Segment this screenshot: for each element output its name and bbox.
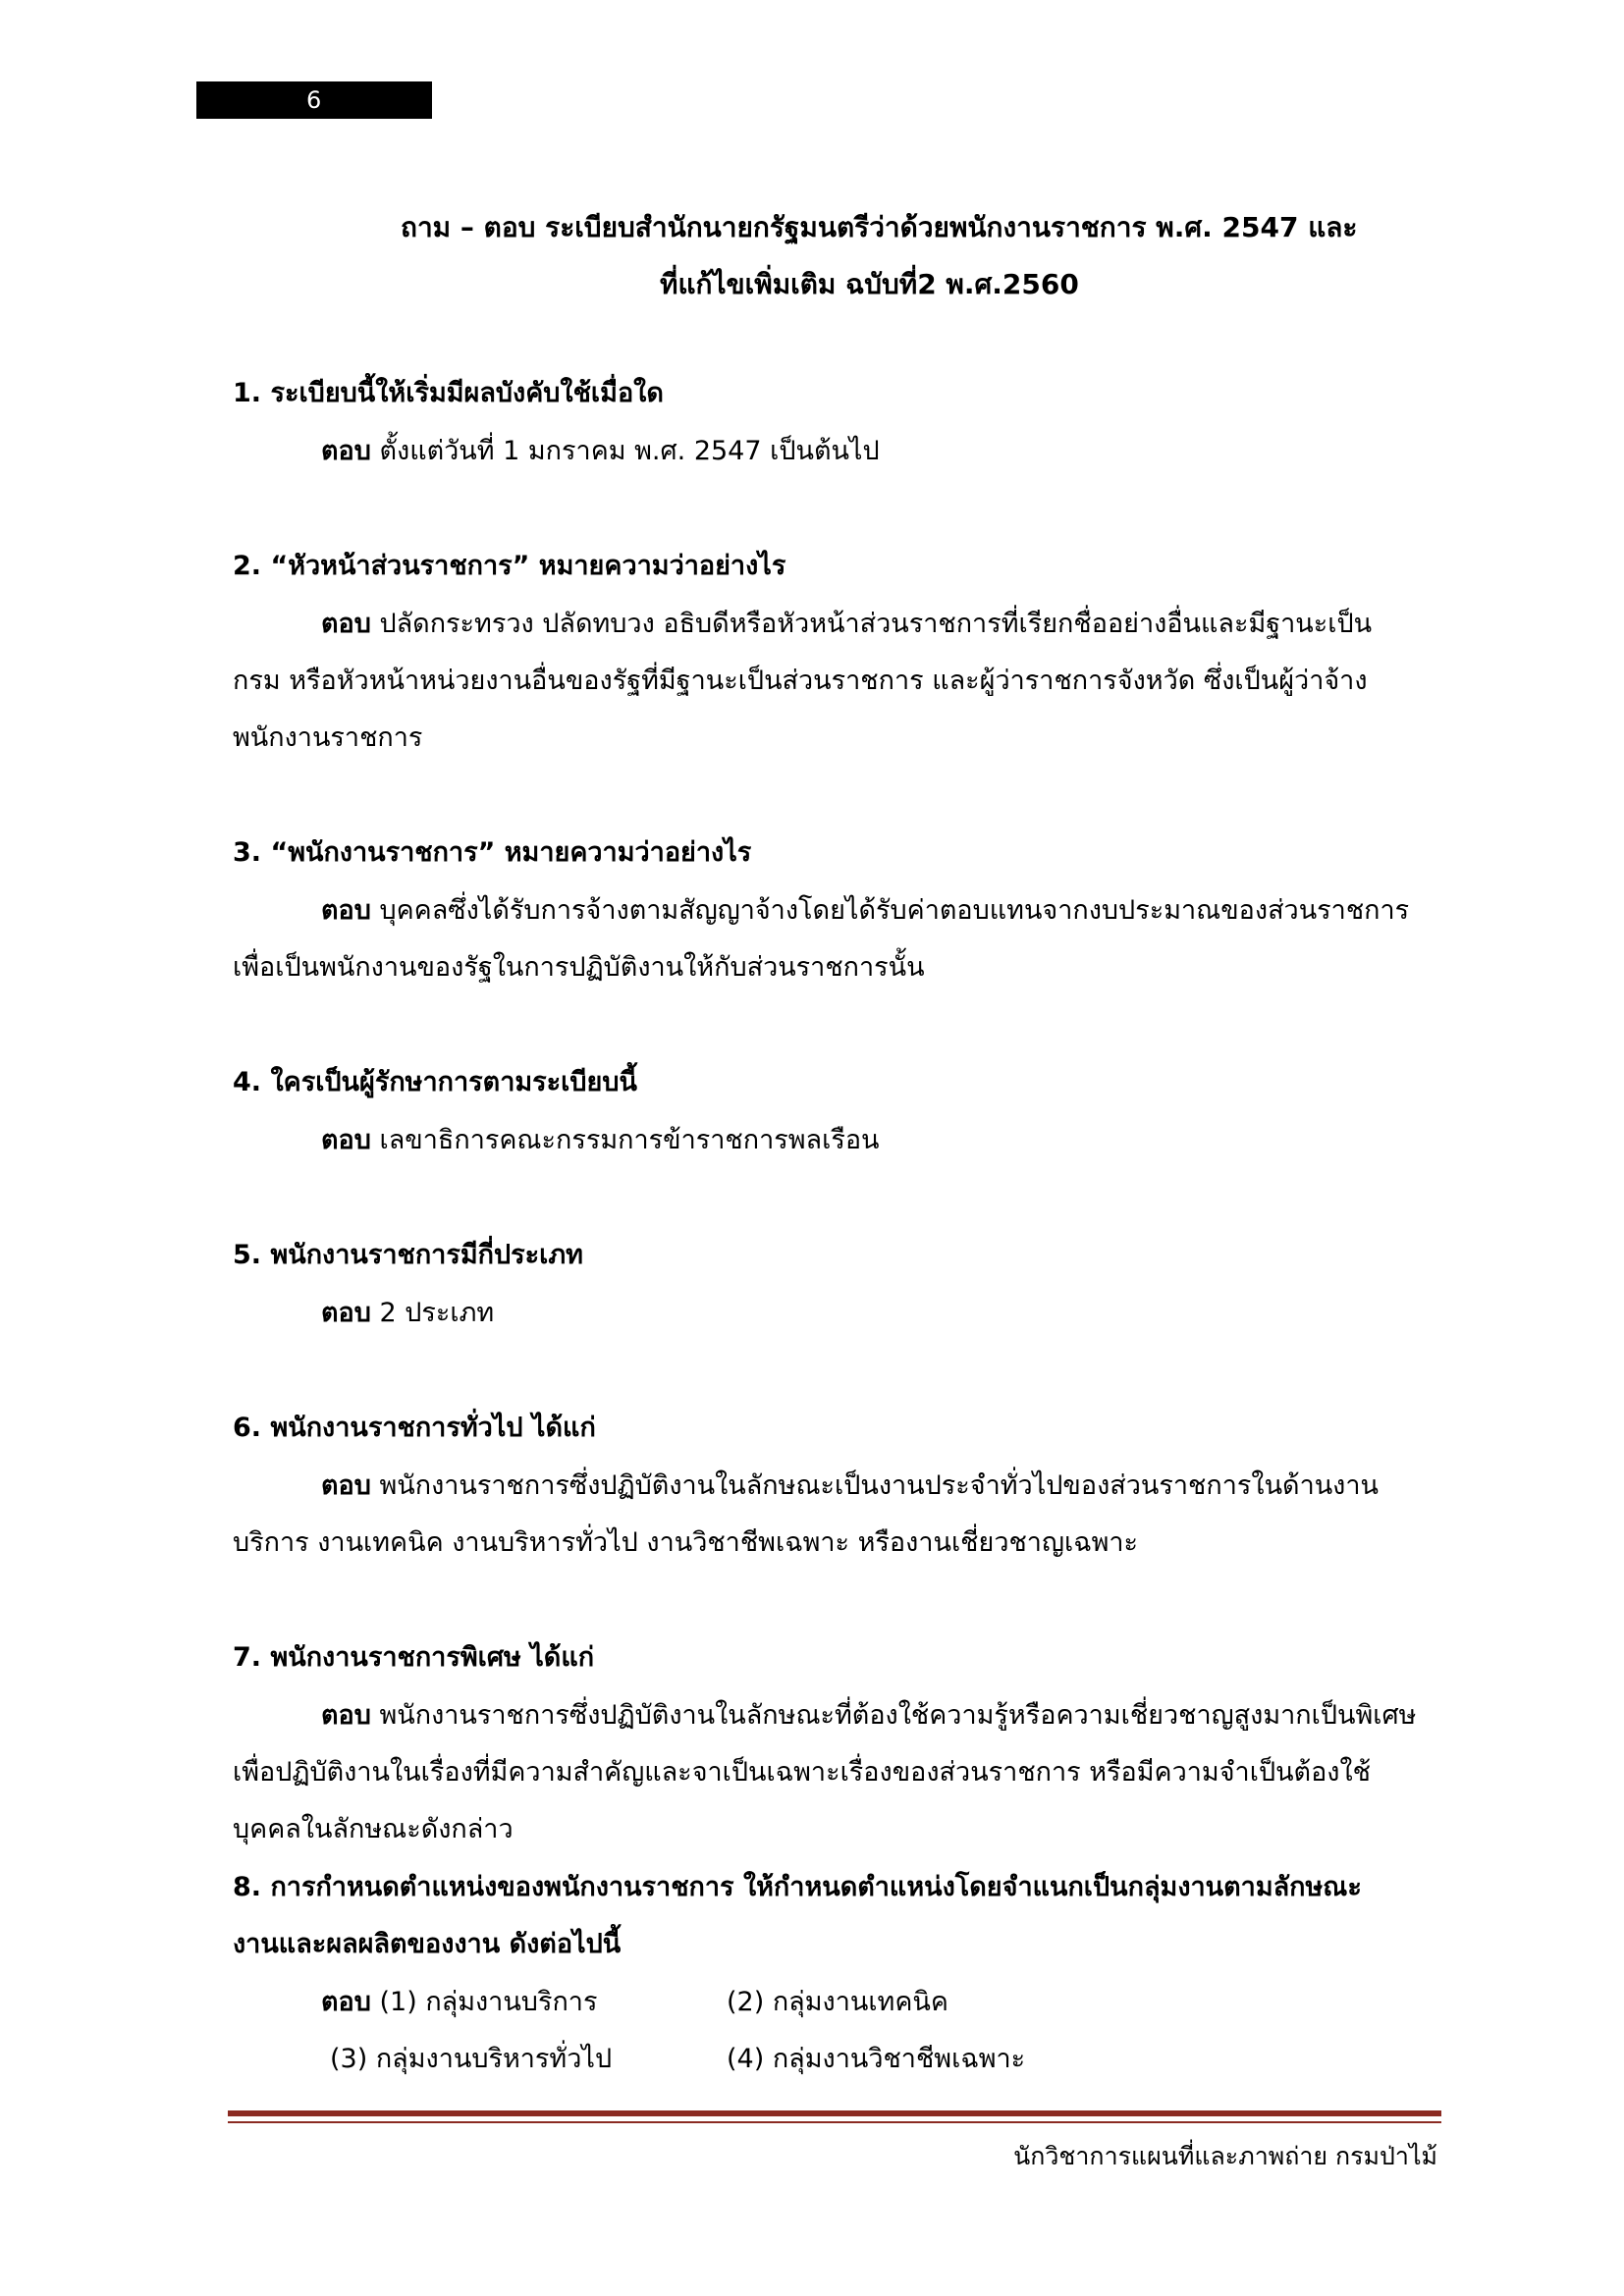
answer-text: ตั้งแต่วันที่ 1 มกราคม พ.ศ. 2547 เป็นต้นไป xyxy=(370,436,880,466)
question-6: 6. พนักงานราชการทั่วไป ได้แก่ xyxy=(233,1413,596,1443)
question-4: 4. ใครเป็นผู้รักษาการตามระเบียบนี้ xyxy=(233,1067,637,1097)
answer-3 xyxy=(321,895,1409,927)
group-item-3: (3) กลุ่มงานบริหารทั่วไป xyxy=(330,2044,613,2074)
question-5: 5. พนักงานราชการมีกี่ประเภท xyxy=(233,1240,583,1270)
answer-text: เลขาธิการคณะกรรมการข้าราชการพลเรือน xyxy=(370,1125,880,1155)
answer-label: ตอบ xyxy=(321,1470,371,1501)
answer-4 xyxy=(321,1125,880,1156)
answer-label: ตอบ xyxy=(321,1987,371,2017)
answer-label: ตอบ xyxy=(321,895,371,926)
answer-text: พนักงานราชการซึ่งปฏิบัติงานในลักษณะที่ต้องใช้ความรู้หรือความเชี่ยวชาญสูงมากเป็นพิเศษ xyxy=(370,1700,1417,1731)
footer-divider-thick xyxy=(228,2110,1441,2116)
answer-label: ตอบ xyxy=(321,1125,371,1155)
page-number-badge: 6 xyxy=(196,81,432,119)
footer-department: นักวิชาการแผนที่และภาพถ่าย กรมป่าไม้ xyxy=(1013,2142,1437,2170)
answer-6 xyxy=(321,1470,1379,1502)
answer-7-line-2: เพื่อปฏิบัติงานในเรื่องที่มีความสำคัญและจาเป็นเฉพาะเรื่องของส่วนราชการ หรือมีความจำเป็นต้องใช้ xyxy=(233,1757,1371,1788)
answer-label: ตอบ xyxy=(321,609,371,639)
group-item-4: (4) กลุ่มงานวิชาชีพเฉพาะ xyxy=(727,2044,1026,2074)
answer-2-line-3: พนักงานราชการ xyxy=(233,722,423,753)
group-item-2: (2) กลุ่มงานเทคนิค xyxy=(727,1987,948,2017)
answer-1 xyxy=(321,436,880,467)
answer-2 xyxy=(321,609,1372,640)
answer-label: ตอบ xyxy=(321,436,371,466)
group-item-1: (1) กลุ่มงานบริการ xyxy=(379,1987,598,2017)
footer-divider-thin xyxy=(228,2121,1441,2123)
answer-6-line-2: บริการ งานเทคนิค งานบริหารทั่วไป งานวิชาชีพเฉพาะ หรืองานเชี่ยวชาญเฉพาะ xyxy=(233,1527,1139,1558)
answer-label: ตอบ xyxy=(321,1298,371,1328)
question-7: 7. พนักงานราชการพิเศษ ได้แก่ xyxy=(233,1642,595,1673)
answer-7 xyxy=(321,1700,1416,1732)
answer-5 xyxy=(321,1298,494,1329)
answer-8-row-1 xyxy=(321,1987,597,2018)
answer-7-line-3: บุคคลในลักษณะดังกล่าว xyxy=(233,1814,514,1844)
answer-label: ตอบ xyxy=(321,1700,371,1731)
answer-text: 2 ประเภท xyxy=(370,1298,495,1328)
answer-3-line-2: เพื่อเป็นพนักงานของรัฐในการปฏิบัติงานให้กับส่วนราชการนั้น xyxy=(233,952,925,983)
answer-text: พนักงานราชการซึ่งปฏิบัติงานในลักษณะเป็นงานประจำทั่วไปของส่วนราชการในด้านงาน xyxy=(370,1470,1379,1501)
question-1: 1. ระเบียบนี้ให้เริ่มมีผลบังคับใช้เมื่อใด xyxy=(233,378,664,408)
question-3: 3. “พนักงานราชการ” หมายความว่าอย่างไร xyxy=(233,837,752,868)
question-8-line-2: งานและผลผลิตของงาน ดังต่อไปนี้ xyxy=(233,1929,622,1959)
answer-2-line-2: กรม หรือหัวหน้าหน่วยงานอื่นของรัฐที่มีฐานะเป็นส่วนราชการ และผู้ว่าราชการจังหวัด ซึ่งเป็นผู้ว่าจ้าง xyxy=(233,666,1368,696)
question-2: 2. “หัวหน้าส่วนราชการ” หมายความว่าอย่างไร xyxy=(233,551,786,581)
question-8-line-1: 8. การกำหนดตำแหน่งของพนักงานราชการ ให้กำหนดตำแหน่งโดยจำแนกเป็นกลุ่มงานตามลักษณะ xyxy=(233,1872,1362,1902)
answer-text: ปลัดกระทรวง ปลัดทบวง อธิบดีหรือหัวหน้าส่วนราชการที่เรียกชื่ออย่างอื่นและมีฐานะเป็น xyxy=(370,609,1373,639)
document-title-line-1: ถาม – ตอบ ระเบียบสำนักนายกรัฐมนตรีว่าด้วยพนักงานราชการ พ.ศ. 2547 และ xyxy=(401,211,1358,243)
answer-text: บุคคลซึ่งได้รับการจ้างตามสัญญาจ้างโดยได้รับค่าตอบแทนจากงบประมาณของส่วนราชการ xyxy=(370,895,1410,926)
document-title-line-2: ที่แก้ไขเพิ่มเติม ฉบับที่2 พ.ศ.2560 xyxy=(660,268,1079,300)
